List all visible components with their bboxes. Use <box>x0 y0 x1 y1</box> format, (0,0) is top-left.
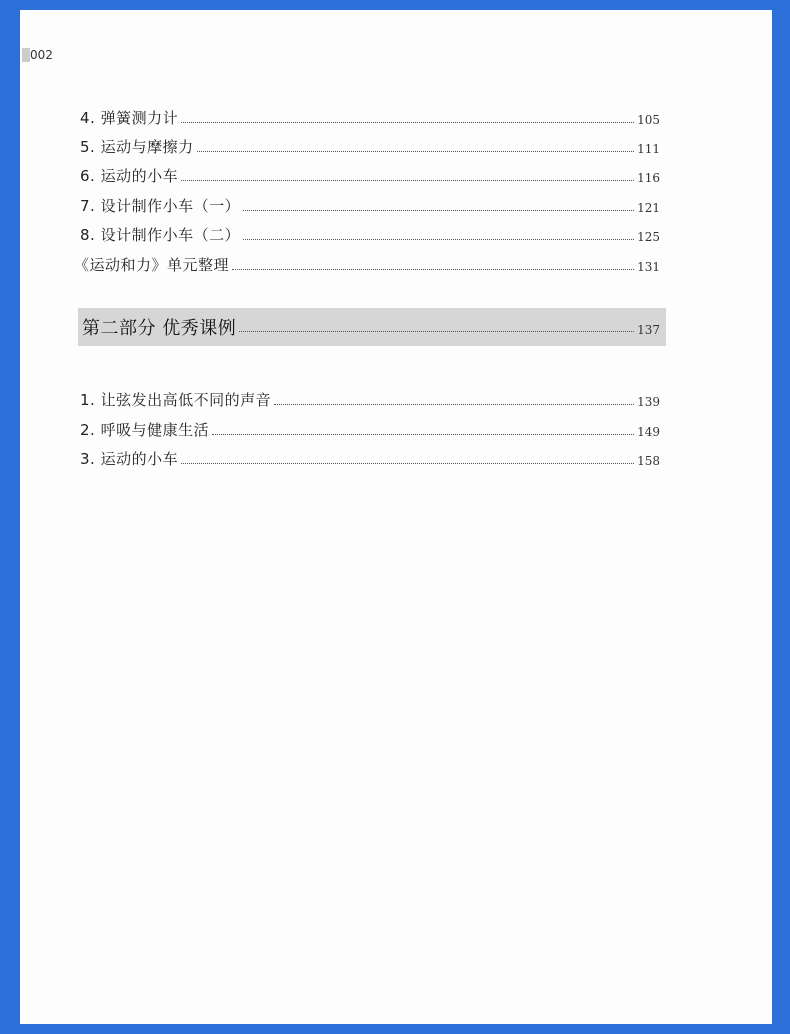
toc-entry <box>80 135 660 157</box>
toc-entry-page: 105 <box>637 113 660 127</box>
dot-leader <box>212 434 634 435</box>
toc-entry-title: 5. 运动与摩擦力 <box>80 138 194 156</box>
toc-entry <box>80 223 660 245</box>
toc-entry <box>80 194 660 216</box>
toc-entry-page: 121 <box>637 201 660 215</box>
toc-entry-page: 116 <box>637 171 660 185</box>
dot-leader <box>243 210 634 211</box>
dot-leader <box>181 463 634 464</box>
section-title: 第二部分 优秀课例 <box>82 318 237 339</box>
page-number: 002 <box>22 48 53 62</box>
toc-entry <box>80 164 660 186</box>
dot-leader <box>274 404 634 405</box>
toc-entry-title: 7. 设计制作小车（一） <box>80 197 241 215</box>
toc-entry-page: 158 <box>637 454 660 468</box>
toc-entry-title: 4. 弹簧测力计 <box>80 109 179 127</box>
toc-entry-page: 149 <box>637 425 660 439</box>
toc-entry-page: 139 <box>637 395 660 409</box>
toc-entry-page: 111 <box>637 142 660 156</box>
toc-entry-title: 3. 运动的小车 <box>80 450 179 468</box>
toc-entry-page: 125 <box>637 230 660 244</box>
dot-leader <box>239 331 634 332</box>
document-page <box>20 10 772 1024</box>
toc-entry <box>80 388 660 410</box>
toc-entry-title: 6. 运动的小车 <box>80 167 179 185</box>
dot-leader <box>181 122 634 123</box>
dot-leader <box>197 151 635 152</box>
dot-leader <box>232 269 634 270</box>
toc-entry <box>80 447 660 469</box>
toc-entry <box>74 253 660 275</box>
toc-entry <box>80 106 660 128</box>
toc-entry-title: 《运动和力》单元整理 <box>74 256 230 274</box>
toc-entry-title: 1. 让弦发出高低不同的声音 <box>80 391 272 409</box>
toc-entry-page: 131 <box>637 260 660 274</box>
dot-leader <box>181 180 634 181</box>
dot-leader <box>243 239 634 240</box>
section-heading <box>78 308 666 346</box>
section-page: 137 <box>637 323 660 337</box>
toc-entry-title: 8. 设计制作小车（二） <box>80 226 241 244</box>
toc-entry-title: 2. 呼吸与健康生活 <box>80 421 210 439</box>
toc-entry <box>80 418 660 440</box>
